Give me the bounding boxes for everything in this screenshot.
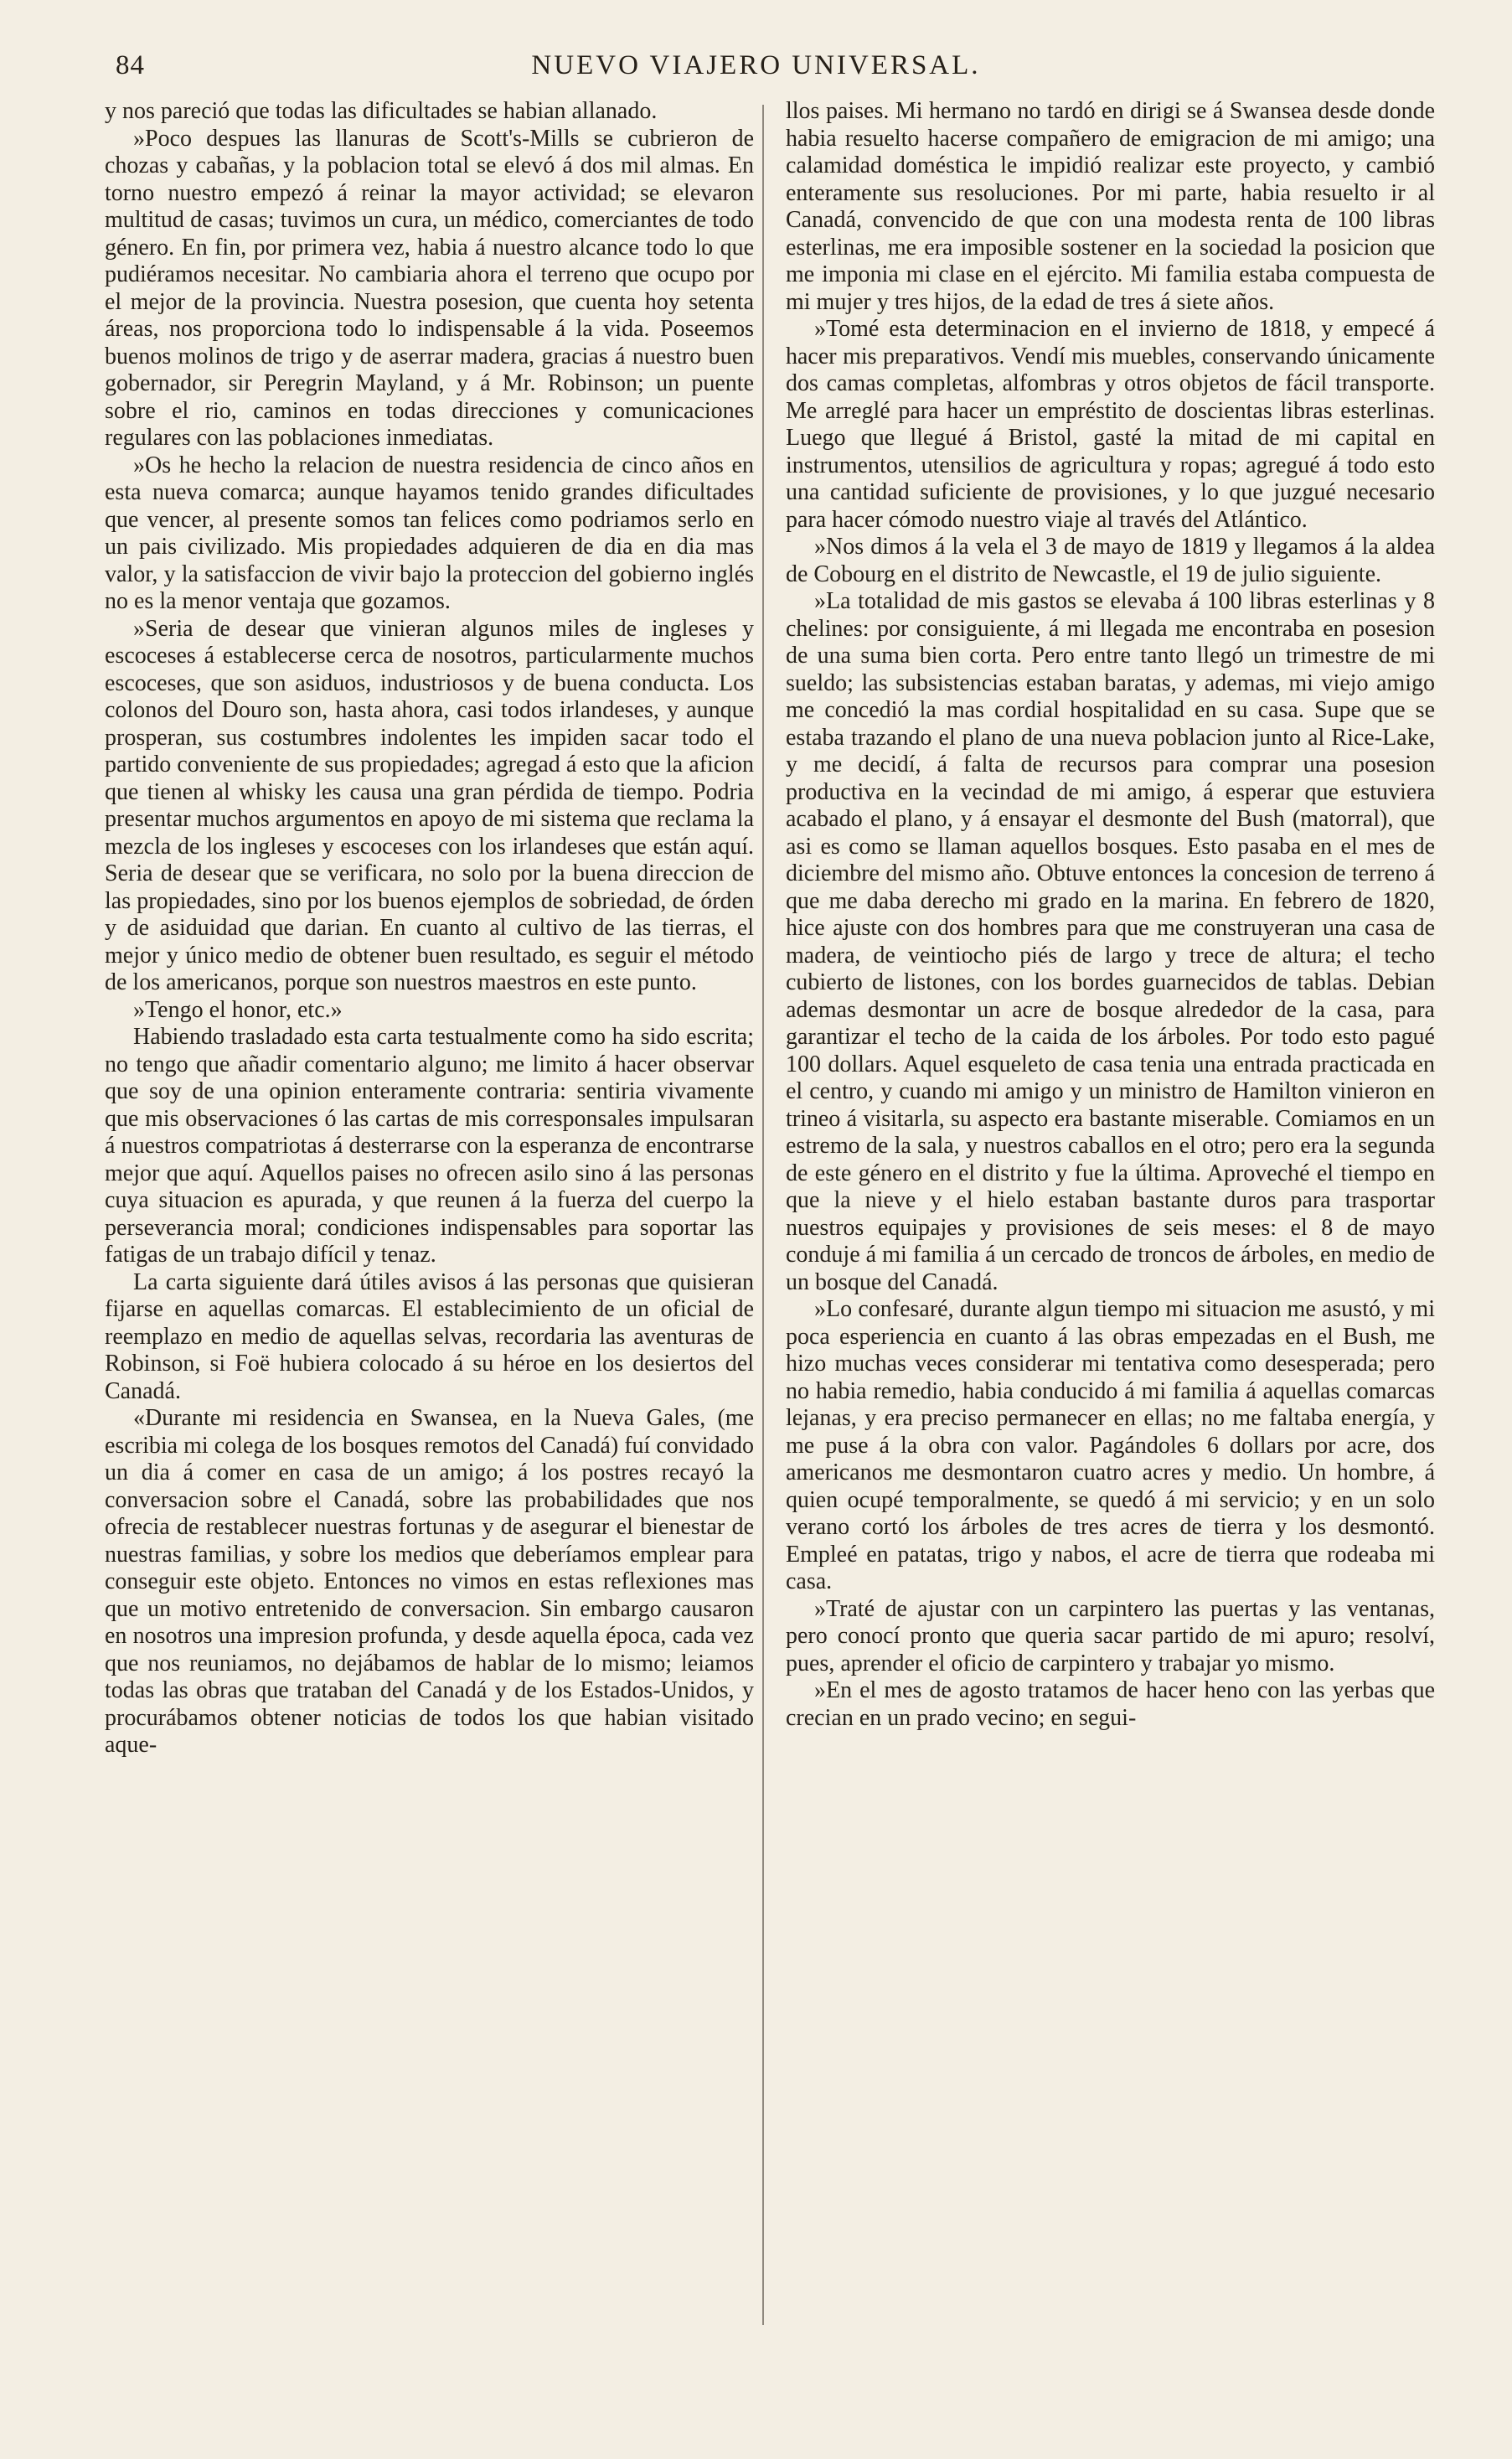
paragraph: »Poco despues las llanuras de Scott's-Mills se cubrieron de chozas y cabañas, y la poblacion total se elevó á dos mil almas. En torno nuestro empezó á reinar la mayor actividad; se elevaron multitud de casas; tuvimos un cura, un médico, comerciantes de todo género. En fin, por primera vez, habia á nuestro alcance todo lo que pudiéramos necesitar. No cambiaria ahora el terreno que ocupo por el mejor de la provincia. Nuestra posesion, que cuenta hoy setenta áreas, nos proporciona todo lo indispensable á la vida. Poseemos buenos molinos de trigo y de aserrar madera, gracias á nuestro buen gobernador, sir Peregrin Mayland, y á Mr. Robinson; un puente sobre el rio, caminos en todas direcciones y comunicaciones regulares con las poblaciones inmediatas. [105,125,754,451]
column-divider [762,105,764,2325]
paragraph: »Tengo el honor, etc.» [133,996,343,1023]
right-column [786,98,1435,2394]
paragraph: »Nos dimos á la vela el 3 de mayo de 1819 y llegamos á la aldea de Cobourg en el distrito de Newcastle, el 19 de julio siguiente. [786,534,1435,587]
paragraph: »En el mes de agosto tratamos de hacer heno con las yerbas que crecian en un prado vecino; en segui- [786,1677,1435,1731]
paragraph: »Tomé esta determinacion en el invierno de 1818, y empecé á hacer mis preparativos. Vendí mis muebles, conservando únicamente dos camas completas, alfombras y otros objetos de fácil transporte. Me arreglé para hacer un empréstito de doscientas libras esterlinas. Luego que llegué á Bristol, gasté la mitad de mi capital en instrumentos, utensilios de agricultura y ropas; agregué á todo esto una cantidad suficiente de provisiones, y lo que juzgué necesario para hacer cómodo nuestro viaje al través del Atlántico. [786,316,1435,533]
page-header [0,50,1512,92]
paragraph: »Seria de desear que vinieran algunos miles de ingleses y escoceses á establecerse cerca de nosotros, particularmente muchos escoceses, que son asiduos, industriosos y de buena conducta. Los colonos del Douro son, hasta ahora, casi todos irlandeses, y aunque prosperan, sus costumbres indolentes les impiden sacar todo el partido conveniente de sus propiedades; agregad á esto que la aficion que tienen al whisky les causa una gran pérdida de tiempo. Podria presentar muchos argumentos en apoyo de mi sistema que reclama la mezcla de los ingleses y escoceses con los irlandeses que están aquí. Seria de desear que se verificara, no solo por la buena direccion de las propiedades, sino por los buenos ejemplos de sobriedad, de órden y de asiduidad que darian. En cuanto al cultivo de las tierras, el mejor y único medio de obtener buen resultado, es seguir el método de los americanos, porque son nuestros maestros en este punto. [105,615,754,995]
running-head: NUEVO VIAJERO UNIVERSAL. [531,50,981,80]
paragraph: «Durante mi residencia en Swansea, en la Nueva Gales, (me escribia mi colega de los bosques remotos del Canadá) fuí convidado un dia á comer en casa de un amigo; á los postres recayó la conversacion sobre el Canadá, sobre las probabilidades que nos ofrecia de restablecer nuestras fortunas y de asegurar el bienestar de nuestras familias, y sobre los medios que deberíamos emplear para conseguir este objeto. Entonces no vimos en estas reflexiones mas que un motivo entretenido de conversacion. Sin embargo causaron en nosotros una impresion profunda, y desde aquella época, cada vez que nos reuniamos, no dejábamos de hablar de lo mismo; leiamos todas las obras que trataban del Canadá y de los Estados-Unidos, y procurábamos obtener noticias de todos los que habian visitado aque- [105,1405,754,1758]
paragraph: y nos pareció que todas las dificultades se habian allanado. [105,98,658,124]
paragraph: »Traté de ajustar con un carpintero las puertas y las ventanas, pero conocí pronto que queria sacar partido de mi apuro; resolví, pues, aprender el oficio de carpintero y trabajar yo mismo. [786,1595,1435,1676]
paragraph: Habiendo trasladado esta carta testualmente como ha sido escrita; no tengo que añadir comentario alguno; me limito á hacer observar que soy de una opinion enteramente contraria: sentiria vivamente que mis observaciones ó las cartas de mis corresponsales impulsaran á nuestros compatriotas á desterrarse con la esperanza de encontrarse mejor que aquí. Aquellos paises no ofrecen asilo sino á las personas cuya situacion es apurada, y que reunen á la fuerza del cuerpo la perseverancia moral; condiciones indispensables para soportar las fatigas de un trabajo difícil y tenaz. [105,1024,754,1268]
paragraph: La carta siguiente dará útiles avisos á las personas que quisieran fijarse en aquellas comarcas. El establecimiento de un oficial de reemplazo en medio de aquellas selvas, recordaria las aventuras de Robinson, si Foë hubiera colocado á su héroe en los desiertos del Canadá. [105,1268,754,1404]
paragraph: »La totalidad de mis gastos se elevaba á 100 libras esterlinas y 8 chelines: por consiguiente, á mi llegada me encontraba en posesion de una suma bien corta. Pero entre tanto llegó un trimestre de mi sueldo; las subsistencias estaban baratas, y ademas, mi viejo amigo me concedió la mas cordial hospitalidad en su casa. Supe que se estaba trazando el plano de una nueva poblacion junto al Rice-Lake, y me decidí, á falta de recursos para comprar una posesion productiva en la vecindad de mi amigo, á esperar que estuviera acabado el plano, y á ensayar el desmonte del Bush (matorral), que asi es como se llaman aquellos bosques. Esto pasaba en el mes de diciembre del mismo año. Obtuve entonces la concesion de terreno á que me daba derecho mi grado en la marina. En febrero de 1820, hice ajuste con dos hombres para que me construyeran una casa de madera, de veintiocho piés de largo y trece de altura; el techo cubierto de listones, con los bordes guarnecidos de tablas. Debian ademas desmontar un acre de bosque alrededor de la casa, para garantizar el techo de la caida de los árboles. Por todo esto pagué 100 dollars. Aquel esqueleto de casa tenia una entrada practicada en el centro, y cuando mi amigo y un ministro de Hamilton vinieron en trineo á visitarla, su aspecto era bastante miserable. Comiamos en un estremo de la sala, y nuestros caballos en el otro; pero era la segunda de este género en el distrito y fue la última. Aproveché el tiempo en que la nieve y el hielo estaban bastante duros para trasportar nuestros equipajes y provisiones de seis meses: el 8 de mayo conduje á mi familia á un cercado de troncos de árboles, en medio de un bosque del Canadá. [786,588,1435,1295]
left-column [105,98,754,2394]
paragraph: llos paises. Mi hermano no tardó en dirigi se á Swansea desde donde habia resuelto hacerse compañero de emigracion de mi amigo; una calamidad doméstica le impidió realizar este proyecto, y cambió enteramente sus resoluciones. Por mi parte, habia resuelto ir al Canadá, convencido de que con una modesta renta de 100 libras esterlinas, me era imposible sostener en la sociedad la posicion que me imponia mi clase en el ejército. Mi familia estaba compuesta de mi mujer y tres hijos, de la edad de tres á siete años. [786,98,1435,315]
page-number: 84 [116,50,145,80]
paragraph: »Os he hecho la relacion de nuestra residencia de cinco años en esta nueva comarca; aunque hayamos tenido grandes dificultades que vencer, al presente somos tan felices como podriamos serlo en un pais civilizado. Mis propiedades adquieren de dia en dia mas valor, y la satisfaccion de vivir bajo la proteccion del gobierno inglés no es la menor ventaja que gozamos. [105,452,754,614]
paragraph: »Lo confesaré, durante algun tiempo mi situacion me asustó, y mi poca esperiencia en cuanto á las obras empezadas en el Bush, me hizo muchas veces considerar mi tentativa como desesperada; pero no habia remedio, habia conducido á mi familia á aquellas comarcas lejanas, y era preciso permanecer en ellas; no me faltaba energía, y me puse á la obra con valor. Pagándoles 6 dollars por acre, dos americanos me desmontaron cuatro acres y medio. Un hombre, á quien ocupé temporalmente, se quedó á mi servicio; y en un solo verano cortó los árboles de tres acres de tierra y los desmontó. Empleé en patatas, trigo y nabos, el acre de tierra que rodeaba mi casa. [786,1296,1435,1594]
